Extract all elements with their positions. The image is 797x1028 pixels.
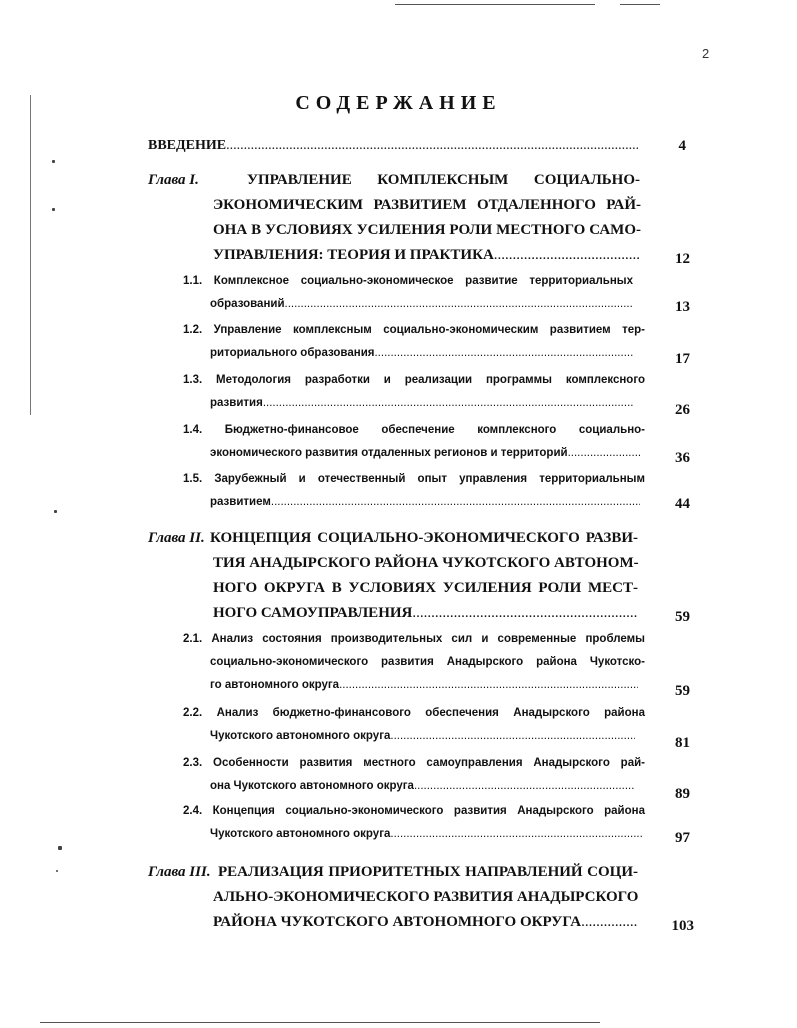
chapter-title-line: НОГО САМОУПРАВЛЕНИЯ ..... [213, 605, 638, 622]
chapter-title-line: КОНЦЕПЦИЯ СОЦИАЛЬНО-ЭКОНОМИЧЕСКОГО РАЗВИ- [210, 530, 638, 546]
section-line: развитием ..... [210, 496, 640, 508]
chapter-title-line: НОГО ОКРУГА В УСЛОВИЯХ УСИЛЕНИЯ РОЛИ МЕСТ- [213, 580, 638, 596]
toc-page-number: 81 [675, 735, 690, 751]
chapter-title-line: ОНА В УСЛОВИЯХ УСИЛЕНИЯ РОЛИ МЕСТНОГО САМО- [213, 222, 641, 238]
section-line: 1.5. Зарубежный и отечественный опыт управления территориальным [183, 473, 645, 485]
section-line: развития ..... [210, 397, 633, 409]
section-line: 2.1. Анализ состояния производительных сил и современные проблемы [183, 633, 645, 645]
toc-page-number: 26 [675, 402, 690, 418]
toc-page-number: 13 [675, 299, 690, 315]
toc-page-number: 103 [671, 918, 694, 934]
toc-page-number: 97 [675, 830, 690, 846]
section-line: она Чукотского автономного округа ..... [210, 780, 635, 792]
chapter-title-line: РЕАЛИЗАЦИЯ ПРИОРИТЕТНЫХ НАПРАВЛЕНИЙ СОЦИ- [218, 864, 638, 880]
section-line: Чукотского автономного округа ..... [210, 730, 635, 742]
page-number: 2 [702, 46, 710, 61]
toc-entry-label: ВВЕДЕНИЕ [148, 138, 227, 153]
chapter-title-line: АЛЬНО-ЭКОНОМИЧЕСКОГО РАЗВИТИЯ АНАДЫРСКОГО [213, 889, 639, 905]
section-line: образований ..... [210, 298, 633, 310]
section-line: экономического развития отдаленных регионов и территорий ..... [210, 447, 640, 459]
chapter-title-line: ЭКОНОМИЧЕСКИМ РАЗВИТИЕМ ОТДАЛЕННОГО РАЙ- [213, 197, 641, 213]
section-line: социально-экономического развития Анадырского района Чукотско- [210, 656, 645, 668]
scan-top-line-short [620, 4, 660, 5]
toc-page-number: 17 [675, 351, 690, 367]
section-line: го автономного округа ..... [210, 679, 638, 691]
section-line: Чукотского автономного округа ..... [210, 828, 642, 840]
toc-page-number: 44 [675, 496, 690, 512]
leader-dots [494, 247, 641, 264]
chapter-title-line: УПРАВЛЕНИЕ КОМПЛЕКСНЫМ СОЦИАЛЬНО- [247, 172, 640, 188]
section-line: 1.3. Методология разработки и реализации программы комплексного [183, 374, 645, 386]
section-line: 1.1. Комплексное социально-экономическое развитие территориальных [183, 275, 633, 287]
section-line: 1.2. Управление комплексным социально-экономическим развитием тер- [183, 324, 645, 336]
toc-page-number: 36 [675, 450, 690, 466]
toc-page-number: 4 [678, 138, 686, 154]
scan-speck [58, 846, 62, 850]
section-line: риториального образования ..... [210, 347, 633, 359]
scan-left-edge [30, 95, 31, 415]
chapter-label: Глава I. [148, 172, 199, 188]
section-line: 2.3. Особенности развития местного самоуправления Анадырского рай- [183, 757, 645, 769]
chapter-title-line: РАЙОНА ЧУКОТСКОГО АВТОНОМНОГО ОКРУГА ..... [213, 914, 638, 931]
chapter-title-line: ТИЯ АНАДЫРСКОГО РАЙОНА ЧУКОТСКОГО АВТОНОМ- [213, 555, 639, 571]
scan-speck [52, 160, 55, 163]
scan-speck [56, 870, 58, 872]
leader-dots [581, 914, 638, 931]
scan-speck [52, 208, 55, 211]
chapter-title-line: УПРАВЛЕНИЯ: ТЕОРИЯ И ПРАКТИКА ..... [213, 247, 641, 264]
toc-page-number: 59 [675, 609, 690, 625]
toc-page-number: 59 [675, 683, 690, 699]
scan-bottom-line [40, 1022, 600, 1023]
page-title: СОДЕРЖАНИЕ [295, 92, 502, 114]
section-line: 2.4. Концепция социально-экономического развития Анадырского района [183, 805, 645, 817]
leader-dots [412, 605, 638, 622]
toc-entry-intro [148, 138, 638, 154]
scan-speck [54, 510, 57, 513]
section-line: 2.2. Анализ бюджетно-финансового обеспечения Анадырского района [183, 707, 645, 719]
toc-page-number: 12 [675, 251, 690, 267]
section-line: 1.4. Бюджетно-финансовое обеспечение комплексного социально- [183, 424, 645, 436]
scan-top-line [395, 4, 595, 5]
chapter-label: Глава III. [148, 864, 211, 880]
chapter-label: Глава II. [148, 530, 205, 546]
leader-dots [226, 138, 638, 154]
toc-page-number: 89 [675, 786, 690, 802]
